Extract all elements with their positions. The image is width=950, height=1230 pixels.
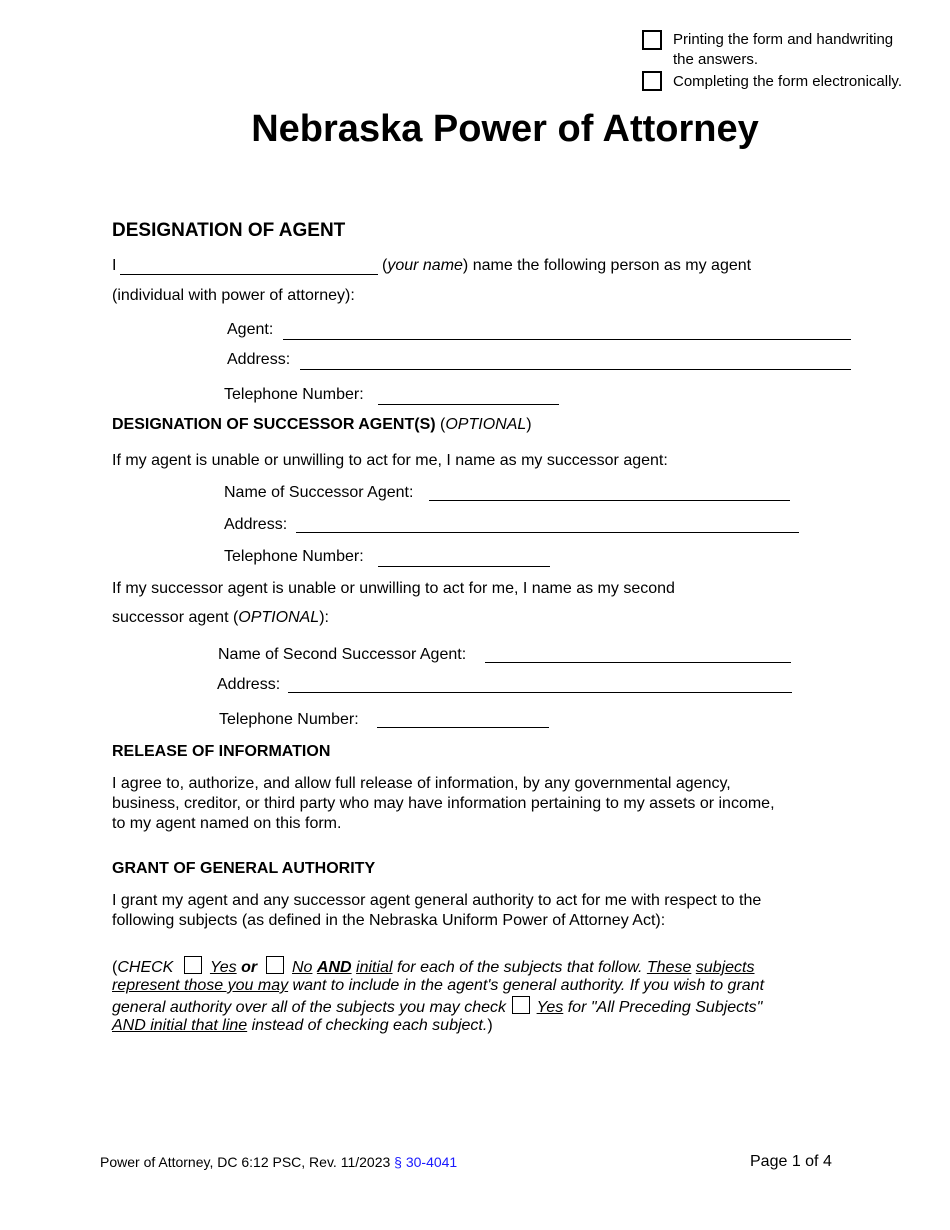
second-successor-name-field[interactable] <box>485 662 791 663</box>
successor-address-field[interactable] <box>296 532 799 533</box>
release-heading: RELEASE OF INFORMATION <box>112 743 331 760</box>
no-checkbox[interactable] <box>266 956 284 974</box>
grant-line4b: instead of checking each subject. <box>247 1017 488 1034</box>
all-subjects-checkbox[interactable] <box>512 996 530 1014</box>
yes2-word: Yes <box>536 999 564 1016</box>
no-word: No <box>292 959 313 976</box>
successor-intro: If my agent is unable or unwilling to act for me, I name as my successor agent: <box>112 452 668 469</box>
grant-instructions-line4: AND initial that line instead of checking each subject.) <box>112 1017 493 1034</box>
second-successor-address-label: Address: <box>217 676 281 693</box>
initial-word: initial <box>356 959 393 976</box>
successor-name-field[interactable] <box>429 500 790 501</box>
footer-form-id <box>100 1154 457 1170</box>
successor-phone-field[interactable] <box>378 566 550 567</box>
grant-instructions-line2 <box>112 976 872 996</box>
grant-instructions-line3 <box>112 996 872 1016</box>
successor-heading-text: DESIGNATION OF SUCCESSOR AGENT(S) <box>112 416 436 433</box>
want-text: want to include in the agent's general authority. If you wish to grant <box>288 977 765 994</box>
release-line2: business, creditor, or third party who may have information pertaining to my assets or income, <box>112 795 775 812</box>
check-word: CHECK <box>117 959 174 976</box>
print-option-checkbox[interactable] <box>642 30 662 50</box>
second-successor-phone-field[interactable] <box>377 727 549 728</box>
designation-intro-rest: ) name the following person as my agent <box>462 257 752 274</box>
second-successor-intro-line1: If my successor agent is unable or unwilling to act for me, I name as my second <box>112 580 675 597</box>
second-successor-optional: OPTIONAL <box>238 609 320 626</box>
grant-line2: following subjects (as defined in the Nebraska Uniform Power of Attorney Act): <box>112 912 666 929</box>
page-title: Nebraska Power of Attorney <box>251 108 759 150</box>
grant-line3a: general authority over all of the subjects you may check <box>112 999 506 1016</box>
for-each-text: for each of the subjects that follow. <box>392 959 647 976</box>
release-body <box>112 774 852 834</box>
print-option-text: Printing the form and handwriting <box>673 31 894 48</box>
or-word: or <box>241 959 258 976</box>
represent-text: represent those you may <box>112 977 289 994</box>
second-successor-intro-pre: successor agent ( <box>112 609 239 626</box>
footer-form-text: Power of Attorney, DC 6:12 PSC, Rev. 11/2023 <box>100 1154 391 1170</box>
agent-name-field[interactable] <box>283 339 851 340</box>
subjects-word: subjects <box>695 959 755 976</box>
your-name-field[interactable] <box>120 274 378 275</box>
grant-line1: I grant my agent and any successor agent general authority to act for me with respect to the <box>112 892 762 909</box>
designation-prefix: I <box>112 257 117 274</box>
electronic-option-label: Completing the form electronically. <box>673 73 902 90</box>
print-option-text-cont: the answers. <box>673 51 759 68</box>
yes-checkbox[interactable] <box>184 956 202 974</box>
these-word: These <box>646 959 692 976</box>
designation-intro: (your name) name the following person as my agent <box>382 257 752 274</box>
grant-instructions-line1: (CHECK Yes or No AND initial for each of the subjects that follow. These subjects <box>112 956 872 976</box>
agent-phone-field[interactable] <box>378 404 559 405</box>
successor-optional: OPTIONAL <box>445 416 527 433</box>
release-line3: to my agent named on this form. <box>112 815 342 832</box>
grant-line3b: for "All Preceding Subjects" <box>563 999 763 1016</box>
statute-link[interactable]: § 30-4041 <box>394 1154 458 1170</box>
agent-phone-label: Telephone Number: <box>224 386 364 403</box>
your-name-hint: your name <box>387 257 463 274</box>
designation-heading: DESIGNATION OF AGENT <box>112 220 346 241</box>
second-successor-phone-label: Telephone Number: <box>219 711 359 728</box>
grant-instructions <box>112 956 872 1036</box>
grant-heading: GRANT OF GENERAL AUTHORITY <box>112 860 376 877</box>
agent-address-field[interactable] <box>300 369 851 370</box>
successor-name-label: Name of Successor Agent: <box>224 484 414 501</box>
successor-heading: DESIGNATION OF SUCCESSOR AGENT(S) (OPTIONAL) <box>112 416 532 433</box>
second-successor-address-field[interactable] <box>288 692 792 693</box>
successor-address-label: Address: <box>224 516 288 533</box>
agent-address-label: Address: <box>227 351 291 368</box>
designation-intro-line2: (individual with power of attorney): <box>112 287 355 304</box>
agent-label: Agent: <box>227 321 274 338</box>
second-successor-intro-post: ): <box>319 609 329 626</box>
grant-body <box>112 891 852 931</box>
electronic-option-checkbox[interactable] <box>642 71 662 91</box>
print-option-label <box>673 30 893 70</box>
successor-phone-label: Telephone Number: <box>224 548 364 565</box>
yes-word: Yes <box>209 959 237 976</box>
and-word: AND <box>316 959 352 976</box>
release-line1: I agree to, authorize, and allow full release of information, by any governmental agency, <box>112 775 731 792</box>
page-number: Page 1 of 4 <box>750 1153 832 1170</box>
second-successor-name-label: Name of Second Successor Agent: <box>218 646 467 663</box>
second-successor-intro-line2 <box>112 608 329 628</box>
and-initial-text: AND initial that line <box>112 1017 248 1034</box>
